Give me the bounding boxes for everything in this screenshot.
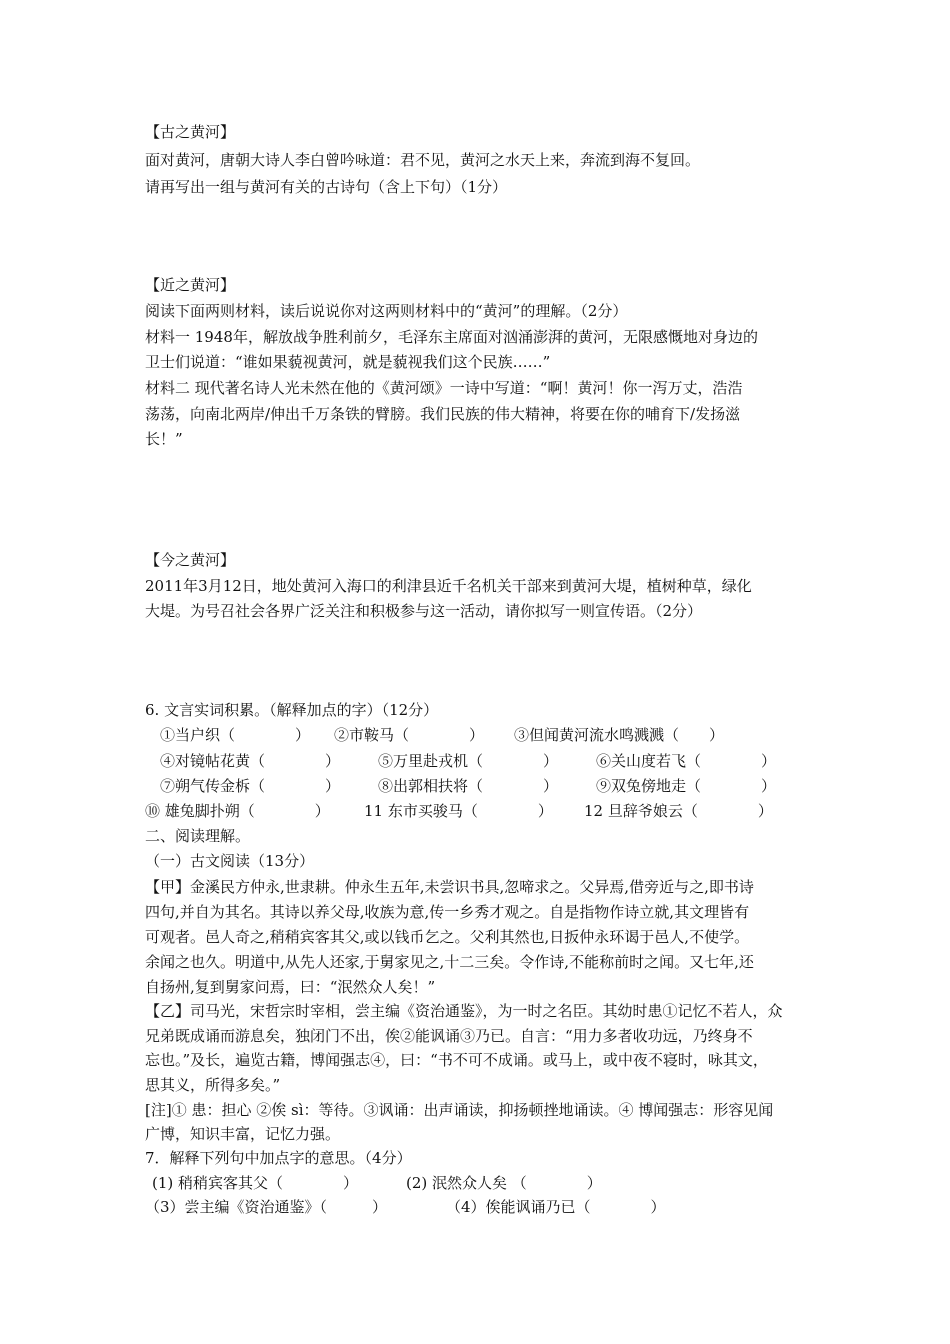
section-ancient-line2: 请再写出一组与黄河有关的古诗句（含上下句）（1分） <box>145 178 508 196</box>
section-today-line2: 大堤。为号召社会各界广泛关注和积极参与这一活动，请你拟写一则宣传语。（2分） <box>145 602 703 620</box>
passage-jia-line: 四句,并自为其名。其诗以养父母,收族为意,传一乡秀才观之。自是指物作诗立就,其文理皆有 <box>145 903 750 921</box>
q6-item: ⑨双兔傍地走（ ） <box>596 777 777 795</box>
passage-yi-line: 【乙】司马光，宋哲宗时宰相，尝主编《资治通鉴》，为一时之名臣。其幼时患①记忆不若人，众 <box>145 1002 783 1020</box>
section-ancient-line1: 面对黄河，唐朝大诗人李白曾吟咏道：君不见，黄河之水天上来，奔流到海不复回。 <box>145 151 701 169</box>
q6-item: ⑩ 雄兔脚扑朔（ ） <box>145 802 330 820</box>
passage-note-line: [注]① 患：担心 ②俟 sì：等待。③讽诵：出声诵读，抑扬顿挫地诵读。④ 博闻强志：形容见闻 <box>145 1101 774 1119</box>
material-one-line1: 材料一 1948年，解放战争胜利前夕，毛泽东主席面对汹涌澎湃的黄河，无限感慨地对身边的 <box>145 328 758 346</box>
section-ancient-heading: 【古之黄河】 <box>145 123 236 141</box>
passage-jia-line: 【甲】金溪民方仲永,世隶耕。仲永生五年,未尝识书具,忽啼求之。父异焉,借旁近与之,即书诗 <box>145 878 754 896</box>
section-today-heading: 【今之黄河】 <box>145 551 236 569</box>
q7-item: （4）俟能讽诵乃已（ ） <box>446 1198 666 1216</box>
q7-title: 7．解释下列句中加点字的意思。（4分） <box>145 1149 412 1167</box>
q6-item: 12 旦辞爷娘云（ ） <box>584 802 773 820</box>
material-two-line3: 长！” <box>145 430 183 448</box>
q6-item: ⑥关山度若飞（ ） <box>596 752 777 770</box>
q6-item: ①当户织（ ） <box>160 726 311 744</box>
q6-item: ⑧出郭相扶将（ ） <box>378 777 559 795</box>
part2-heading: 二、阅读理解。 <box>145 827 251 845</box>
q7-item: (1) 稍稍宾客其父（ ） <box>152 1174 359 1192</box>
part2-sub-heading: （一）古文阅读（13分） <box>145 852 315 870</box>
passage-yi-line: 兄弟既成诵而游息矣，独闭门不出，俟②能讽诵③乃已。自言：“用力多者收功远，乃终身不 <box>145 1027 753 1045</box>
section-today-line1: 2011年3月12日，地处黄河入海口的利津县近千名机关干部来到黄河大堤，植树种草，绿化 <box>145 577 752 595</box>
q6-item: ④对镜帖花黄（ ） <box>160 752 341 770</box>
passage-jia-line: 余闻之也久。明道中,从先人还家,于舅家见之,十二三矣。令作诗,不能称前时之闻。又七年,还 <box>145 953 754 971</box>
passage-note-line: 广博，知识丰富，记忆力强。 <box>145 1125 341 1143</box>
material-two-line2: 荡荡，向南北两岸/伸出千万条铁的臂膀。我们民族的伟大精神，将要在你的哺育下/发扬滋 <box>145 405 741 423</box>
material-two-line1: 材料二 现代著名诗人光未然在他的《黄河颂》一诗中写道：“啊！黄河！你一泻万丈，浩浩 <box>145 379 743 397</box>
q7-item: (2) 泯然众人矣 （ ） <box>406 1174 602 1192</box>
q6-item: ⑤万里赴戎机（ ） <box>378 752 559 770</box>
material-one-line2: 卫士们说道：“谁如果藐视黄河，就是藐视我们这个民族……” <box>145 353 551 371</box>
section-modern-heading: 【近之黄河】 <box>145 276 236 294</box>
q6-title: 6. 文言实词积累。（解释加点的字）（12分） <box>145 701 439 719</box>
q6-item: ⑦朔气传金柝（ ） <box>160 777 341 795</box>
section-modern-line1: 阅读下面两则材料，读后说说你对这两则材料中的“黄河”的理解。（2分） <box>145 302 628 320</box>
passage-jia-line: 自扬州,复到舅家问焉，曰：“泯然众人矣！” <box>145 978 436 996</box>
q6-item: 11 东市买骏马（ ） <box>364 802 553 820</box>
q7-item: （3）尝主编《资治通鉴》（ ） <box>145 1198 388 1216</box>
q6-item: ③但闻黄河流水鸣溅溅（ ） <box>514 726 725 744</box>
passage-jia-line: 可观者。邑人奇之,稍稍宾客其父,或以钱币乞之。父利其然也,日扳仲永环谒于邑人,不使学。 <box>145 928 750 946</box>
q6-item: ②市鞍马（ ） <box>334 726 485 744</box>
passage-yi-line: 思其义，所得多矣。” <box>145 1076 281 1094</box>
passage-yi-line: 忘也。”及长，遍览古籍，博闻强志④，曰：“书不可不成诵。或马上，或中夜不寝时，咏其文， <box>145 1051 768 1069</box>
